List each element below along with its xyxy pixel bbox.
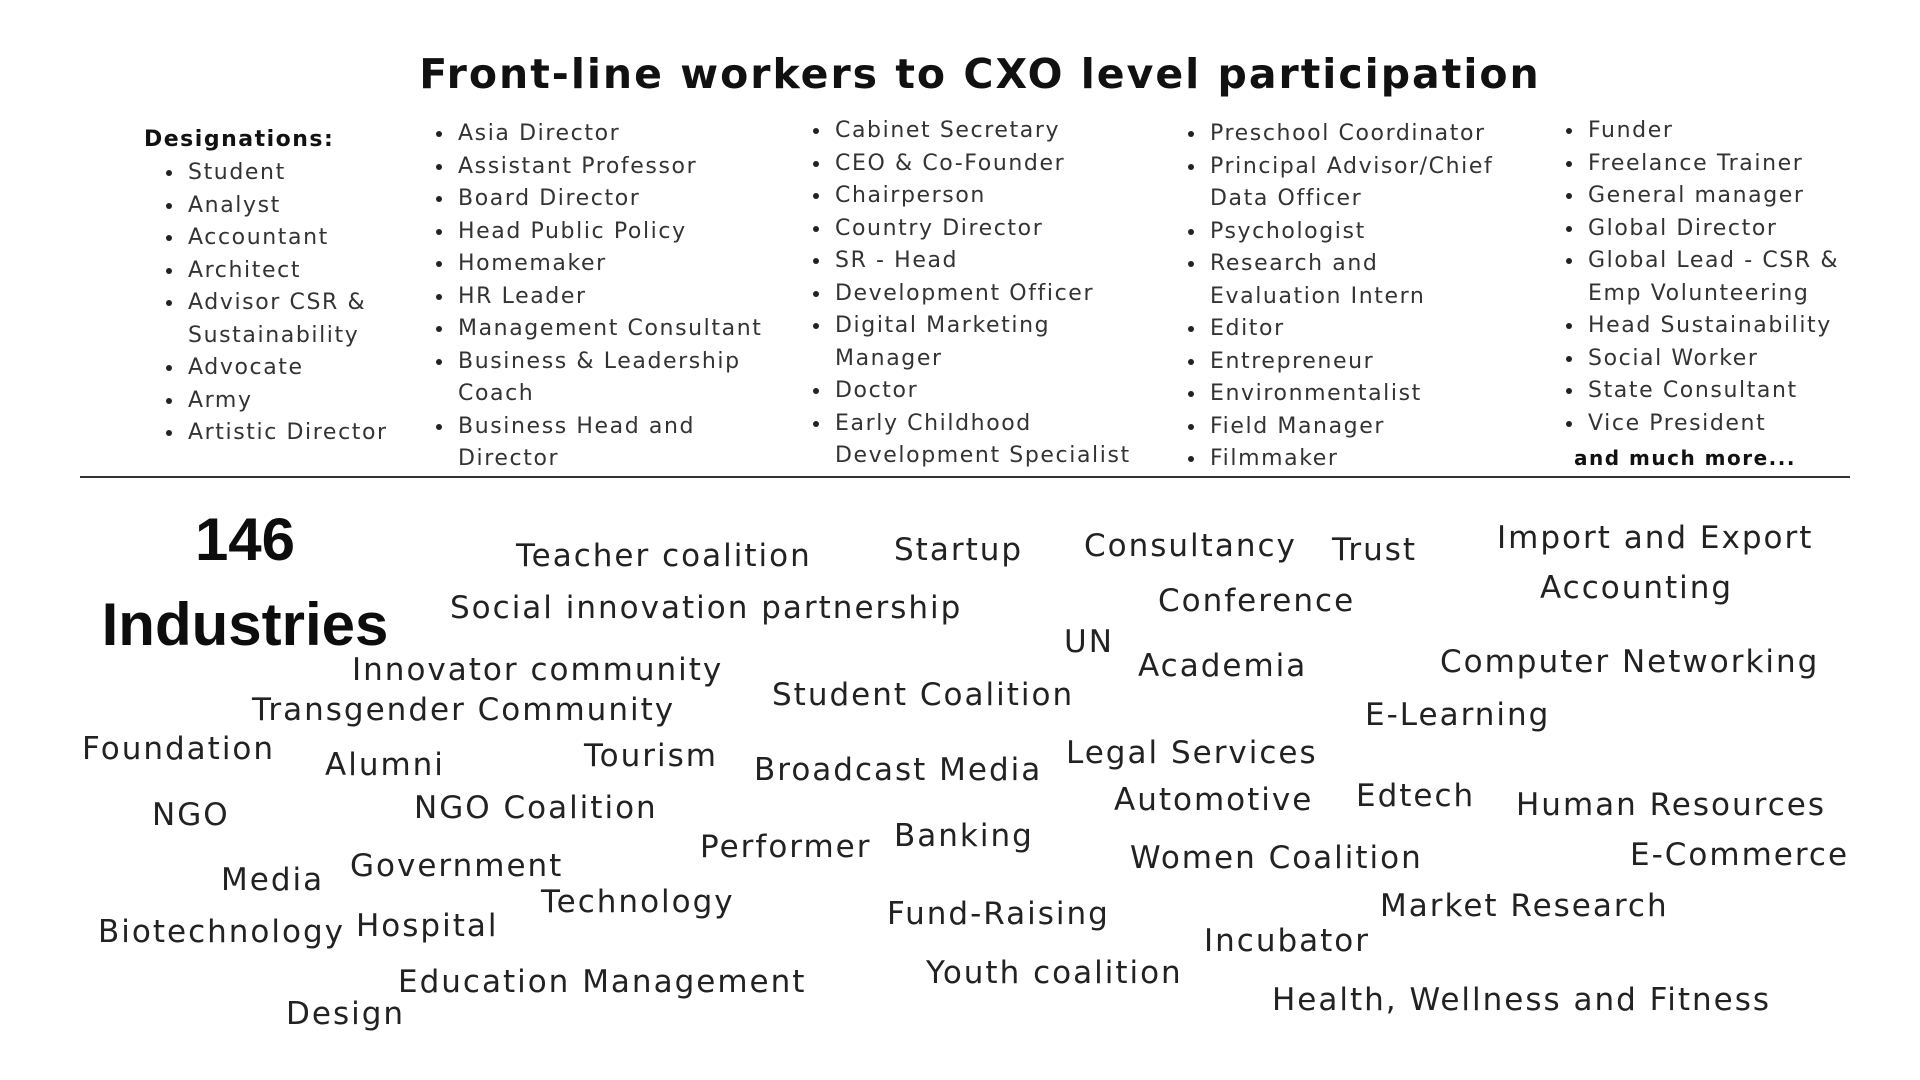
industry-word: NGO	[152, 797, 230, 833]
designation-item: Homemaker	[458, 248, 762, 281]
industry-word: Startup	[894, 532, 1024, 568]
industry-word: E-Learning	[1365, 697, 1551, 733]
industries-label: Industries	[101, 591, 389, 658]
industry-word: E-Commerce	[1630, 837, 1850, 873]
designation-item: Assistant Professor	[458, 151, 762, 184]
designation-item: Country Director	[835, 213, 1131, 246]
industry-word: Tourism	[584, 738, 718, 774]
industry-word: Design	[286, 996, 406, 1032]
designation-item: Funder	[1588, 115, 1839, 148]
designation-item: Doctor	[835, 375, 1131, 408]
industry-word: Hospital	[356, 908, 499, 944]
designations-column-3	[805, 115, 1131, 473]
industry-word: Performer	[700, 829, 872, 865]
designation-item: State Consultant	[1588, 375, 1839, 408]
industry-word: NGO Coalition	[414, 790, 658, 826]
industry-word: Fund-Raising	[887, 896, 1110, 932]
designation-item: SR - Head	[835, 245, 1131, 278]
industry-word: Broadcast Media	[754, 752, 1043, 788]
designation-item: Vice President	[1588, 408, 1839, 441]
designation-item: Research and	[1210, 248, 1493, 281]
designation-item: Business Head and	[458, 411, 762, 444]
industry-word: Transgender Community	[252, 692, 676, 728]
designation-item-continued: Development Specialist	[835, 443, 1131, 468]
industry-word: Social innovation partnership	[450, 590, 963, 626]
designation-item-continued: Emp Volunteering	[1588, 280, 1810, 306]
industry-word: UN	[1064, 624, 1114, 660]
industry-word: Edtech	[1356, 778, 1476, 814]
designation-item: General manager	[1588, 180, 1839, 213]
industry-word: Human Resources	[1516, 787, 1826, 823]
designation-item: Freelance Trainer	[1588, 148, 1839, 181]
designation-item: Artistic Director	[188, 417, 388, 450]
industry-word: Government	[350, 848, 564, 884]
designation-item: Chairperson	[835, 180, 1131, 213]
designation-item-continued: Sustainability	[188, 322, 360, 348]
designation-item: Early Childhood	[835, 408, 1131, 441]
industry-word: Education Management	[398, 964, 807, 1000]
designation-item: Field Manager	[1210, 411, 1493, 444]
industry-word: Consultancy	[1084, 528, 1297, 564]
industry-word: Biotechnology	[98, 914, 345, 950]
designation-item: Entrepreneur	[1210, 346, 1493, 379]
designation-item-continued: Manager	[835, 345, 943, 371]
industry-word: Women Coalition	[1130, 840, 1423, 876]
industry-word: Conference	[1158, 583, 1356, 619]
industry-word: Health, Wellness and Fitness	[1272, 982, 1772, 1018]
designation-item-continued: Coach	[458, 381, 535, 406]
industry-word: Accounting	[1540, 570, 1734, 606]
designation-item: Student	[188, 157, 388, 190]
designations-label: Designations:	[144, 127, 335, 152]
designation-item: Editor	[1210, 313, 1493, 346]
designation-item: Architect	[188, 255, 388, 288]
designation-item: Global Director	[1588, 213, 1839, 246]
industry-word: Computer Networking	[1440, 644, 1820, 680]
designation-item: Social Worker	[1588, 343, 1839, 376]
designation-item: CEO & Co-Founder	[835, 148, 1131, 181]
industry-word: Legal Services	[1066, 735, 1318, 771]
industry-word: Innovator community	[352, 652, 724, 688]
designation-item: Global Lead - CSR &	[1588, 245, 1839, 278]
industry-word: Market Research	[1380, 888, 1669, 924]
industry-word: Import and Export	[1497, 520, 1814, 556]
industry-word: Technology	[541, 884, 735, 920]
designation-item: Business & Leadership	[458, 346, 762, 379]
industry-word: Media	[221, 862, 325, 898]
designations-column-1	[158, 157, 388, 450]
designation-item: Management Consultant	[458, 313, 762, 346]
designation-item: HR Leader	[458, 281, 762, 314]
designations-column-4	[1180, 118, 1493, 476]
industry-word: Trust	[1332, 532, 1418, 568]
designation-item: Principal Advisor/Chief	[1210, 151, 1493, 184]
more-designations-note: and much more...	[1574, 446, 1796, 470]
designation-item: Analyst	[188, 190, 388, 223]
designation-item: Head Public Policy	[458, 216, 762, 249]
designations-column-2	[428, 118, 762, 476]
industry-word: Student Coalition	[772, 677, 1075, 713]
designation-item-continued: Data Officer	[1210, 186, 1363, 211]
industry-word: Youth coalition	[926, 955, 1183, 991]
designation-item: Advocate	[188, 352, 388, 385]
page-title: Front-line workers to CXO level participation	[419, 50, 1541, 98]
designation-item: Psychologist	[1210, 216, 1493, 249]
designation-item: Board Director	[458, 183, 762, 216]
industry-word: Alumni	[325, 747, 445, 783]
industry-word: Foundation	[82, 731, 276, 767]
designation-item-continued: Director	[458, 446, 560, 471]
industry-word: Teacher coalition	[516, 538, 812, 574]
designation-item: Army	[188, 385, 388, 418]
designation-item: Advisor CSR &	[188, 287, 388, 320]
designation-item: Development Officer	[835, 278, 1131, 311]
industry-word: Academia	[1138, 648, 1308, 684]
designation-item: Digital Marketing	[835, 310, 1131, 343]
designation-item-continued: Evaluation Intern	[1210, 283, 1426, 309]
designation-item: Environmentalist	[1210, 378, 1493, 411]
designation-item: Preschool Coordinator	[1210, 118, 1493, 151]
designation-item: Cabinet Secretary	[835, 115, 1131, 148]
designation-item: Asia Director	[458, 118, 762, 151]
section-divider	[80, 476, 1850, 478]
designation-item: Accountant	[188, 222, 388, 255]
designations-column-5	[1558, 115, 1839, 440]
industry-word: Incubator	[1204, 923, 1371, 959]
industry-word: Banking	[894, 818, 1034, 854]
industry-word: Automotive	[1114, 782, 1314, 818]
designation-item: Head Sustainability	[1588, 310, 1839, 343]
industries-count: 146	[194, 506, 296, 573]
designation-item: Filmmaker	[1210, 443, 1493, 476]
